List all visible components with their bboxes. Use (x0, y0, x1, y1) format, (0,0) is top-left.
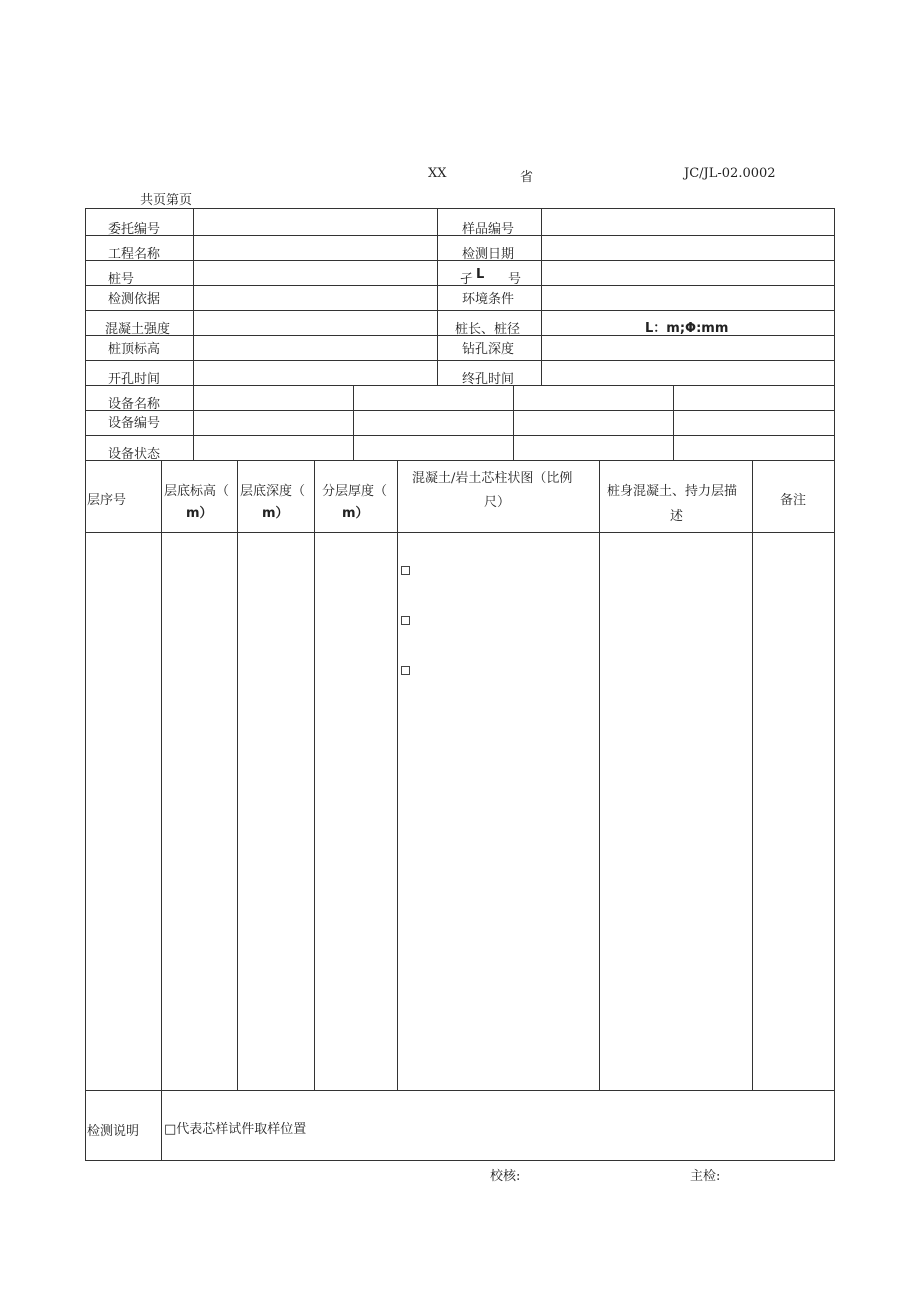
pile-top-elev-label: 桩顶标高 (108, 342, 161, 357)
inspector-label: 主检: (690, 1169, 721, 1184)
end-time-label: 终孔时间 (462, 372, 515, 387)
org-name: XX (428, 166, 447, 181)
col-core-chart-b: 尺） (484, 495, 511, 510)
equipment-id-label: 设备编号 (108, 416, 161, 431)
col-thickness-a: 分层厚度（ (322, 484, 388, 499)
col-bottom-depth-b: m） (262, 506, 289, 521)
col-bottom-elev-b: m） (186, 506, 213, 521)
pile-no-label: 桩号 (108, 272, 135, 287)
col-bottom-elev-a: 层底标高（ (164, 484, 230, 499)
start-time-label: 开孔时间 (108, 372, 161, 387)
province-label: 省 (520, 170, 534, 185)
hole-no-label-c: 号 (508, 272, 522, 287)
equipment-name-label: 设备名称 (108, 397, 161, 412)
col-layer-seq: 层序号 (87, 493, 127, 508)
test-date-label: 检测日期 (462, 247, 515, 262)
col-core-chart-a: 混凝土/岩土芯柱状图（比例 (412, 471, 573, 486)
col-remarks: 备注 (780, 493, 807, 508)
page-info: 共页第页 (140, 193, 193, 208)
pile-length-diameter-value: L：m;Φ:mm (645, 321, 729, 336)
sample-no-label: 样品编号 (462, 222, 515, 237)
col-description-b: 述 (670, 509, 684, 524)
environment-label: 环境条件 (462, 292, 515, 307)
col-description-a: 桩身混凝土、持力层描 (607, 484, 738, 499)
col-thickness-b: m） (342, 506, 369, 521)
test-basis-label: 检测依据 (108, 292, 161, 307)
equipment-status-label: 设备状态 (108, 447, 161, 462)
hole-no-label-b: L (476, 267, 485, 282)
col-bottom-depth-a: 层底深度（ (240, 484, 306, 499)
notes-label: 检测说明 (87, 1124, 140, 1139)
sample-position-marker (401, 616, 410, 625)
sample-position-marker (401, 666, 410, 675)
drill-depth-label: 钻孔深度 (462, 342, 515, 357)
project-name-label: 工程名称 (108, 247, 161, 262)
pile-length-diameter-label: 桩长、桩径 (455, 322, 521, 337)
form-table (85, 208, 835, 1161)
consign-no-label: 委托编号 (108, 222, 161, 237)
reviewer-label: 校核: (490, 1169, 521, 1184)
concrete-strength-label: 混凝土强度 (105, 322, 171, 337)
hole-no-label-a: 孑 (460, 272, 474, 287)
document-code: JC/JL-02.0002 (684, 166, 776, 181)
notes-legend: □代表芯样试件取样位置 (164, 1122, 307, 1137)
sample-position-marker (401, 566, 410, 575)
